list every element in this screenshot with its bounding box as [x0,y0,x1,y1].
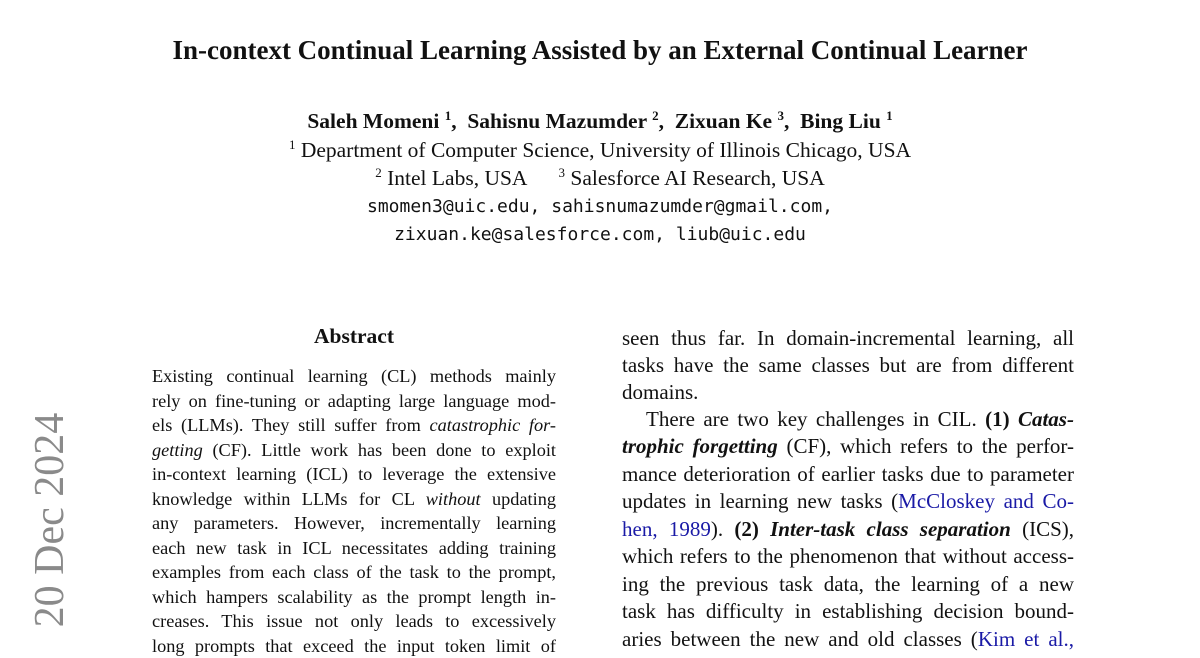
affiliation-number: 3 [558,165,566,180]
abstract-heading: Abstract [313,324,394,348]
abstract-text: any parameters. However, incrementally learning [152,513,556,533]
body-text: domains. [622,380,699,404]
abstract-line [152,585,556,609]
body-line [622,324,1074,352]
body-line [622,625,1074,653]
author-name: Saleh Momeni [307,109,440,133]
abstract-line [152,609,556,633]
author-emails: smomen3@uic.edu, sahisnumazumder@gmail.com, [367,196,833,217]
author-name: Bing Liu [800,109,881,133]
author-emails: zixuan.ke@salesforce.com, liub@uic.edu [394,224,806,245]
body-text: ing the previous task data, the learning of a new [622,571,1074,596]
abstract-emphasis: without [425,488,481,509]
abstract-text: els (LLMs). They still suffer from [152,415,430,435]
affiliation-number: 2 [375,165,382,180]
author-affiliation-mark: 3 [777,108,784,123]
abstract-line [152,413,556,437]
body-strong: (2) [734,516,771,541]
body-strong-emphasis: Inter-task class separation [770,516,1011,541]
arxiv-side-date: 20 Dec 2024 [27,412,73,628]
abstract-text: rely on fine-tuning or adapting large language mod- [152,390,556,411]
body-line [622,597,1074,625]
citation-link[interactable]: Kim et al., [977,626,1074,651]
body-text: (ICS), [1010,516,1075,541]
body-text: task has difficulty in establishing decision bound- [622,599,1074,623]
body-text: ). [710,516,735,541]
abstract-text: updating [480,488,556,509]
abstract-line [152,462,556,486]
affiliation-text: Intel Labs, USA [387,166,527,190]
body-text: tasks have the same classes but are from different [622,353,1074,377]
body-line [622,460,1074,488]
body-line [622,378,1074,406]
abstract-text: which hampers scalability as the prompt length in- [152,586,556,607]
body-line [622,515,1074,543]
abstract-text: in-context learning (ICL) to leverage the extensive [152,464,556,484]
body-text: which refers to the phenomenon that without access- [622,544,1074,568]
abstract-text: (CF). Little work has been done to exploit [202,439,556,460]
abstract-text: long prompts that exceed the input token limit of [152,635,556,656]
author-list: Saleh Momeni $^1$, Sahisnu Mazumder $^2$, Zixuan Ke $^3$, Bing Liu $^1$ [307,108,893,133]
body-strong: (1) [985,407,1018,431]
abstract-line [152,511,556,535]
citation-link[interactable]: McCloskey and Co- [898,489,1074,513]
body-text: (CF), which refers to the perfor- [777,434,1075,458]
body-line [622,432,1074,460]
body-line [622,570,1074,598]
abstract-line [152,634,556,658]
author-affiliation-mark: 1 [886,108,893,123]
body-text: aries between the new and old classes ( [622,626,978,651]
affiliation-number: 1 [288,137,296,152]
citation-link[interactable]: hen, 1989 [622,516,711,541]
abstract-line [152,389,556,413]
abstract-text: examples from each class of the task to the prompt, [152,562,556,582]
body-text: There are two key challenges in CIL. [646,407,986,431]
abstract-emphasis: catastrophic for- [429,415,556,435]
body-line [622,542,1074,570]
body-text: updates in learning new tasks ( [622,489,899,513]
paper-title: In-context Continual Learning Assisted by an External Continual Learner [172,35,1028,65]
body-strong-emphasis: Catas- [1017,407,1074,431]
abstract-text: each new task in ICL necessitates adding training [152,537,556,558]
abstract-line [152,438,556,462]
body-text: mance deterioration of earlier tasks due to parameter [622,461,1074,486]
abstract-line [152,560,556,584]
affiliation-line [0,164,1200,192]
abstract-text: Existing continual learning (CL) methods mainly [152,366,556,386]
affiliation-line [0,136,1200,164]
body-strong-emphasis: trophic forgetting [622,434,778,458]
body-line [622,351,1074,379]
abstract-text: creases. This issue not only leads to excessively [152,611,556,631]
body-line [622,405,1074,433]
body-line [622,487,1074,515]
abstract-emphasis: getting [152,439,203,460]
affiliation-text: Salesforce AI Research, USA [570,166,825,190]
abstract-line [152,364,556,388]
abstract-line [152,536,556,560]
abstract-line [152,487,556,511]
abstract-text: knowledge within LLMs for CL [152,488,426,509]
author-affiliation-mark: 2 [652,108,659,123]
author-name: Zixuan Ke [674,109,773,133]
author-name: Sahisnu Mazumder [467,109,647,133]
body-text: seen thus far. In domain-incremental learning, all [622,326,1074,350]
affiliation-text: Department of Computer Science, University of Illinois Chicago, USA [300,138,912,162]
author-affiliation-mark: 1 [444,108,452,123]
